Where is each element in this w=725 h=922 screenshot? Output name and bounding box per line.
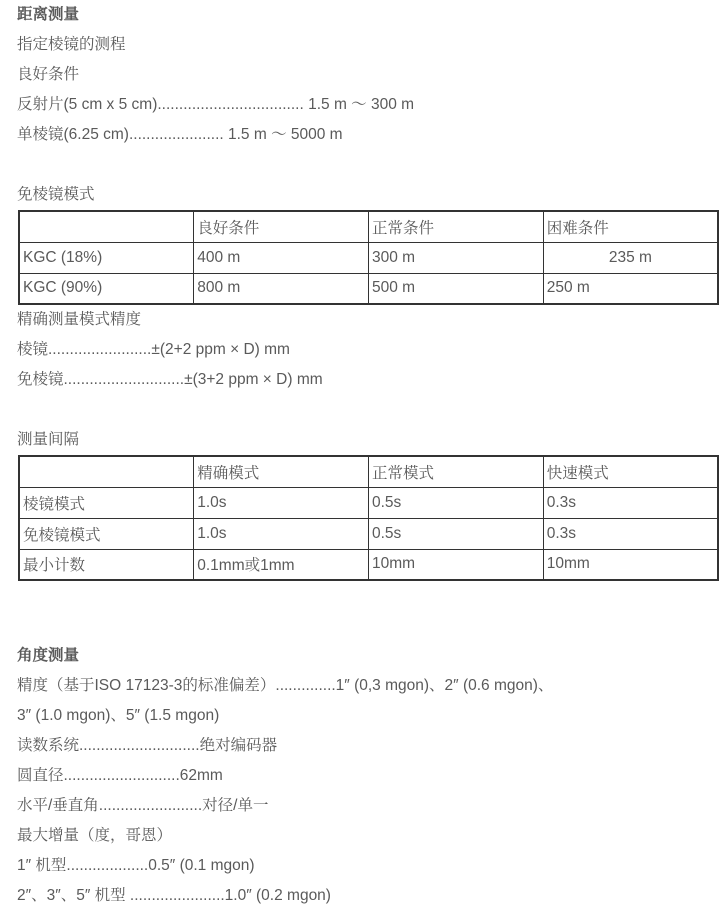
table-header-row (19, 456, 718, 487)
table-cell: 0.3s (543, 518, 718, 549)
table-header-cell: 正常模式 (369, 456, 544, 487)
table-header-cell (19, 456, 194, 487)
table-header-cell (19, 211, 194, 242)
table-cell: 0.5s (369, 518, 544, 549)
line-single-prism-range: 单棱镜(6.25 cm)...................... 1.5 m ～ 5000 m (17, 126, 343, 143)
line-angle-accuracy-2: 3″ (1.0 mgon)、5″ (1.5 mgon) (17, 707, 220, 724)
line-prism-accuracy: 棱镜........................±(2+2 ppm × D) mm (17, 341, 290, 358)
table-cell: 免棱镜模式 (19, 518, 194, 549)
section-title-angle: 角度测量 (17, 647, 80, 664)
line-angle-accuracy-1: 精度（基于ISO 17123-3的标准偏差）..............1″ (0,3 mgon)、2″ (0.6 mgon)、 (17, 677, 554, 694)
line-reflectorless-heading: 免棱镜模式 (17, 186, 95, 203)
table-cell: 棱镜模式 (19, 487, 194, 518)
line-model-235sec: 2″、3″、5″ 机型 ......................1.0″ (0.2 mgon) (17, 887, 331, 904)
table-cell: 400 m (194, 242, 369, 273)
table-row (19, 518, 718, 549)
reflectorless-range-table (18, 210, 719, 305)
line-reflective-sheet-range: 反射片(5 cm x 5 cm).................................. 1.5 m ～ 300 m (17, 96, 415, 113)
table-cell: KGC (18%) (19, 242, 194, 273)
measurement-interval-table (18, 455, 719, 581)
line-hv-angle: 水平/垂直角........................对径/单一 (17, 797, 269, 814)
table-cell: 500 m (369, 273, 544, 304)
line-max-increment-heading: 最大增量（度，哥恩） (17, 827, 173, 844)
table-row (19, 549, 718, 580)
line-reflectorless-accuracy: 免棱镜............................±(3+2 ppm × D) mm (17, 371, 323, 388)
blank-line (17, 395, 720, 425)
table-cell: 1.0s (194, 518, 369, 549)
table-cell: 10mm (369, 549, 544, 580)
table-header-cell: 快速模式 (543, 456, 718, 487)
table-row (19, 487, 718, 518)
table-cell: 235 m (543, 242, 718, 273)
table-cell: 0.1mm或1mm (194, 549, 369, 580)
table-header-cell: 困难条件 (543, 211, 718, 242)
table-cell: 0.3s (543, 487, 718, 518)
table-cell: 300 m (369, 242, 544, 273)
table-header-row (19, 211, 718, 242)
table-cell: 10mm (543, 549, 718, 580)
table-cell: 1.0s (194, 487, 369, 518)
table-row (19, 273, 718, 304)
line-fine-mode-heading: 精确测量模式精度 (17, 311, 142, 328)
line-prism-range-heading: 指定棱镜的测程 (17, 36, 126, 53)
line-interval-heading: 测量间隔 (17, 431, 80, 448)
line-good-condition: 良好条件 (17, 66, 80, 83)
table-cell: 800 m (194, 273, 369, 304)
line-circle-diameter: 圆直径...........................62mm (17, 767, 223, 784)
section-title-distance: 距离测量 (17, 6, 80, 23)
table-header-cell: 精确模式 (194, 456, 369, 487)
table-header-cell: 良好条件 (194, 211, 369, 242)
table-cell: 0.5s (369, 487, 544, 518)
table-row (19, 242, 718, 273)
table-cell: 250 m (543, 273, 718, 304)
table-header-cell: 正常条件 (369, 211, 544, 242)
blank-line (17, 150, 720, 180)
line-model-1sec: 1″ 机型...................0.5″ (0.1 mgon) (17, 857, 255, 874)
blank-line (17, 581, 720, 611)
blank-line (17, 611, 720, 641)
line-reading-system: 读数系统............................绝对编码器 (17, 737, 278, 754)
table-cell: 最小计数 (19, 549, 194, 580)
table-cell: KGC (90%) (19, 273, 194, 304)
